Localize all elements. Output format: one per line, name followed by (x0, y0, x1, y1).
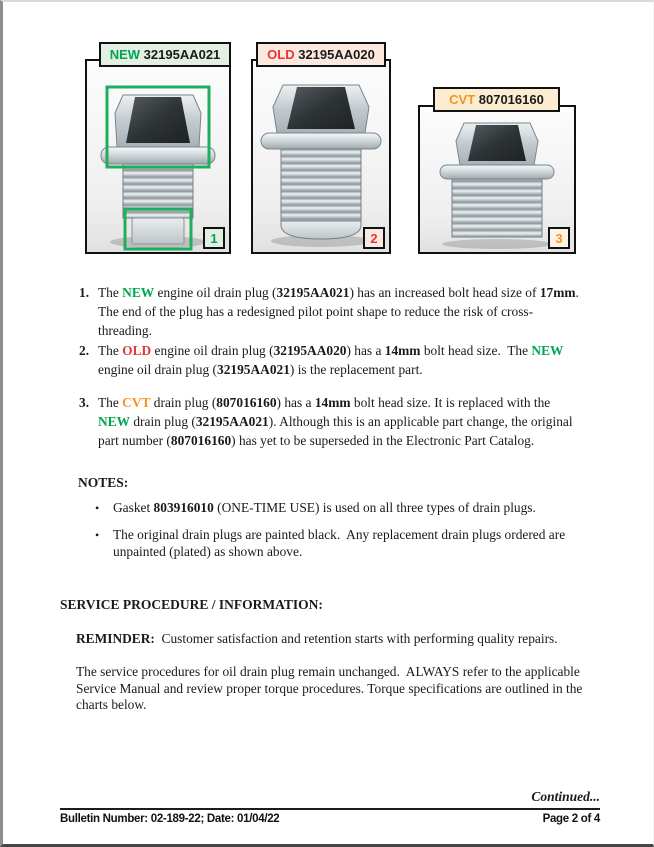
service-paragraph: The service procedures for oil drain plug remain unchanged. ALWAYS refer to the applicable Service Manual and review proper torque procedures. Torque specifications are outlined in the charts below. (76, 664, 586, 712)
list-item-1-text: The NEW engine oil drain plug (32195AA021) has an increased bolt head size of 17mm. The end of the plug has a redesigned pilot point shape to reduce the risk of cross-threading. (98, 285, 582, 338)
notes-heading: NOTES: (78, 475, 129, 490)
bullet-icon: • (95, 501, 100, 515)
photo-badge-2: 2 (363, 227, 385, 249)
list-item-3-text: The CVT drain plug (807016160) has a 14mm bolt head size. It is replaced with the NEW drain plug (32195AA021). Although this is an applicable part change, the original part number (807016160) has yet to be superseded in the Electronic Part Catalog. (98, 395, 576, 448)
part-tag-cvt: CVT (449, 92, 476, 107)
bulletin-number: Bulletin Number: 02-189-22; Date: 01/04/22 (60, 813, 280, 825)
part-number-old: 32195AA020 (298, 47, 375, 62)
part-label-new (99, 42, 231, 67)
part-number-cvt: 807016160 (478, 92, 544, 107)
part-number-new: 32195AA021 (143, 47, 221, 62)
old-plug-photo (253, 61, 389, 252)
list-item-3-number: 3. (79, 395, 90, 410)
list-item-1-number: 1. (79, 285, 90, 300)
photo-frame-new-plug (85, 59, 231, 254)
footer-divider (60, 808, 600, 810)
page-number: Page 2 of 4 (542, 813, 600, 825)
photo-badge-1: 1 (203, 227, 225, 249)
photo-badge-3: 3 (548, 227, 570, 249)
photo-frame-cvt-plug (418, 105, 576, 254)
note-bullet-2-text: The original drain plugs are painted black. Any replacement drain plugs ordered are unpainted (plated) as shown above. (113, 527, 569, 559)
part-label-old (256, 42, 386, 67)
footer (60, 813, 600, 825)
photo-frame-old-plug (251, 59, 391, 254)
reminder-text: REMINDER: Customer satisfaction and retention starts with performing quality repairs. (76, 631, 558, 646)
list-item-1 (79, 283, 585, 340)
list-item-2-number: 2. (79, 343, 90, 358)
note-bullet-1-text: Gasket 803916010 (ONE-TIME USE) is used on all three types of drain plugs. (113, 500, 536, 515)
list-item-2 (79, 341, 585, 379)
note-bullet-1 (95, 499, 581, 517)
list-item-3 (79, 393, 585, 450)
part-tag-new: NEW (109, 47, 141, 62)
bullet-icon: • (95, 528, 100, 542)
continued-label: Continued... (531, 789, 600, 804)
part-label-cvt (433, 87, 560, 112)
part-tag-old: OLD (267, 47, 295, 62)
service-procedure-heading: SERVICE PROCEDURE / INFORMATION: (60, 597, 323, 612)
new-plug-photo (87, 61, 229, 252)
note-bullet-2 (95, 526, 581, 560)
list-item-2-text: The OLD engine oil drain plug (32195AA020) has a 14mm bolt head size. The NEW engine oil drain plug (32195AA021) is the replacement part. (98, 343, 567, 377)
